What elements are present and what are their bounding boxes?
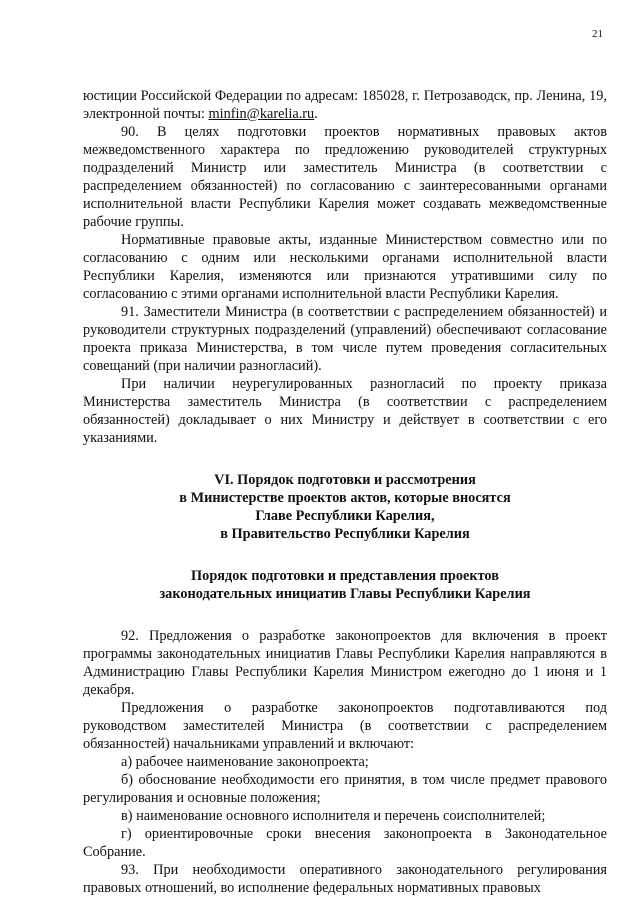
paragraph-text: юстиции Российской Федерации по адресам: 185028, г. Петрозаводск, пр. Ленина, 19, электронной почты:	[83, 88, 607, 122]
paragraph-text: .	[314, 106, 318, 122]
section-heading-line: VI. Порядок подготовки и рассмотрения	[214, 472, 476, 488]
list-item: в) наименование основного исполнителя и перечень соисполнителей;	[121, 808, 546, 824]
paragraph	[83, 87, 607, 123]
email-link[interactable]: minfin@karelia.ru	[208, 106, 315, 122]
subsection-heading-line: законодательных инициатив Главы Республики Карелия	[159, 586, 531, 602]
list-item: г) ориентировочные сроки внесения законопроекта в Законодательное Собрание.	[83, 826, 607, 860]
paragraph: При наличии неурегулированных разногласий по проекту приказа Министерства заместитель Министра (в соответствии с распределением обязанностей) докладывает о них Министру и действует в соответствии с его указаниями.	[83, 376, 607, 446]
paragraph-93: 93. При необходимости оперативного законодательного регулирования правовых отношений, во исполнение федеральных нормативных правовых	[83, 862, 607, 896]
paragraph: Нормативные правовые акты, изданные Министерством совместно или по согласованию с одним или несколькими органами исполнительной власти Республики Карелия, изменяются или признаются утратившими силу по согласованию с этими органами исполнительной власти Республики Карелия.	[83, 232, 607, 302]
section-heading-line: в Правительство Республики Карелия	[220, 526, 470, 542]
list-item: б) обоснование необходимости его принятия, в том числе предмет правового регулирования и основные положения;	[83, 772, 607, 806]
subsection-heading	[83, 567, 607, 603]
paragraph-92: 92. Предложения о разработке законопроектов для включения в проект программы законодательных инициатив Главы Республики Карелия направляются в Администрацию Главы Республики Карелия Министром ежегодно до 1 июня и 1 декабря.	[83, 628, 607, 698]
paragraph-91: 91. Заместители Министра (в соответствии с распределением обязанностей) и руководители структурных подразделений (управлений) обеспечивают согласование проекта приказа Министерства, в том числе путем проведения согласительных совещаний (при наличии разногласий).	[83, 304, 607, 374]
paragraph-90: 90. В целях подготовки проектов нормативных правовых актов межведомственного характера по предложению руководителей структурных подразделений Министр или заместитель Министра (в соответствии с распределением обязанностей) по согласованию с заинтересованными органами исполнительной власти Республики Карелия может создавать межведомственные рабочие группы.	[83, 124, 607, 230]
section-heading-line: в Министерстве проектов актов, которые вносятся	[179, 490, 511, 506]
section-heading-line: Главе Республики Карелия,	[255, 508, 435, 524]
document-body	[83, 87, 607, 897]
paragraph: Предложения о разработке законопроектов подготавливаются под руководством заместителей Министра (в соответствии с распределением обязанностей) начальниками управлений и включают:	[83, 700, 607, 752]
subsection-heading-line: Порядок подготовки и представления проектов	[191, 568, 499, 584]
section-heading	[83, 471, 607, 543]
page-number: 21	[592, 28, 603, 40]
list-item: а) рабочее наименование законопроекта;	[121, 754, 369, 770]
